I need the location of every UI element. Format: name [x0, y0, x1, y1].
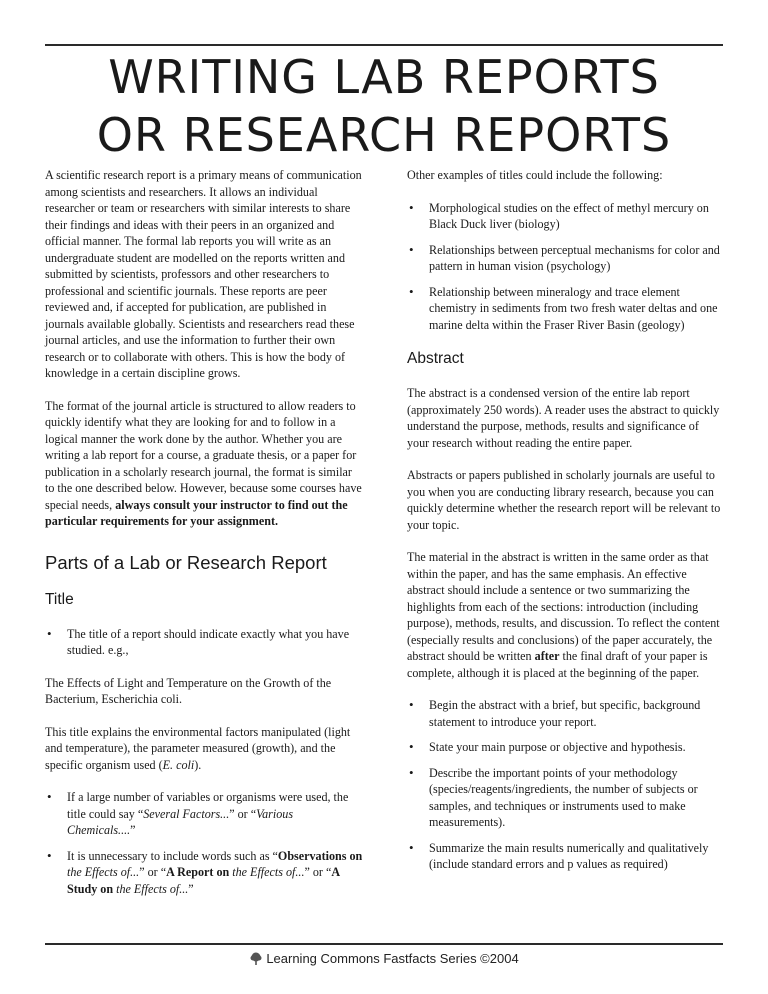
list-item: • Relationships between perceptual mechanisms for color and pattern in human vision (psychology) — [409, 241, 720, 273]
title-bullets-2 — [45, 789, 363, 897]
right-column — [407, 167, 723, 889]
abstract-heading: Abstract — [407, 350, 464, 367]
bullet-icon: • — [409, 697, 414, 712]
bottom-rule — [45, 943, 723, 945]
examples-list — [407, 200, 723, 334]
bullet-icon: • — [47, 625, 52, 641]
other-examples-intro: Other examples of titles could include the following: — [407, 168, 663, 182]
list-item: • Relationship between mineralogy and trace element chemistry in sediments from two fresh water deltas and one marine delta within the Fraser River Basin (geology) — [409, 283, 718, 332]
bullet-icon: • — [409, 764, 414, 780]
list-item: • Morphological studies on the effect of methyl mercury on Black Duck liver (biology) — [409, 199, 709, 231]
list-item: • If a large number of variables or organisms were used, the title could say “Several Factors...” or “Various Chemicals....” — [47, 789, 349, 837]
bullet-icon: • — [47, 789, 52, 804]
footer — [0, 951, 768, 966]
list-item: • Describe the important points of your methodology (species/reagents/ingredients, the number of subjects or samples, and techniques or instruments used to make measurements). — [409, 764, 698, 829]
title-line-1: WRITING LAB REPORTS — [108, 50, 660, 104]
bullet-icon: • — [409, 241, 414, 257]
bullet-icon: • — [409, 839, 414, 855]
format-bold-text: always consult your instructor to find out the particular requirements for your assignment. — [45, 497, 348, 528]
bullet-icon: • — [409, 739, 414, 754]
list-item: • The title of a report should indicate exactly what you have studied. e.g., — [47, 625, 350, 657]
abstract-bullets — [407, 697, 723, 873]
title-heading: Title — [45, 590, 74, 608]
explain-paragraph: This title explains the environmental factors manipulated (light and temperature), the parameter measured (growth), and the specific organism used (E. coli). — [45, 724, 351, 772]
footer-text: Learning Commons Fastfacts Series ©2004 — [266, 951, 519, 966]
title-line-2: OR RESEARCH REPORTS — [96, 108, 672, 162]
parts-heading: Parts of a Lab or Research Report — [45, 551, 327, 573]
list-item: • State your main purpose or objective and hypothesis. — [409, 739, 686, 754]
top-rule — [45, 44, 723, 46]
title-bullets-1 — [45, 626, 363, 659]
bullet-icon: • — [409, 199, 414, 215]
abstract-paragraph-3: The material in the abstract is written in the same order as that within the paper, and has the same emphasis. An effective abstract should include a sentence or two summarizing the highlights from each of the sections: introduction (including purpose), methods, results, and discussion. To reflect the content (especially results and conclusions) of the paper accurately, the abstract should be written after the final draft of your paper is complete, although it is placed at the beginning of the paper. — [407, 550, 720, 680]
format-text: The format of the journal article is structured to allow readers to quickly identify what they are looking for and to follow in a logical manner the work done by the author. Whether you are writing a lab report for a course, a graduate thesis, or a paper for publication in a scholarly research journal, the format is similar to the one described below. However, because some courses have special needs, — [45, 398, 362, 512]
format-paragraph — [45, 398, 363, 530]
bullet-icon: • — [47, 847, 52, 863]
title-block — [45, 48, 723, 164]
example-title: The Effects of Light and Temperature on the Growth of the Bacterium, Escherichia coli. — [45, 675, 332, 706]
abstract-paragraph-2: Abstracts or papers published in scholarly journals are useful to you when you are conducting library research, because you can quickly determine whether the research report will be relevant to your topic. — [407, 468, 721, 532]
bullet-icon: • — [409, 283, 414, 299]
left-column — [45, 167, 363, 913]
intro-paragraph: A scientific research report is a primary means of communication among scientists and researchers. It allows an individual researcher or team or researchers with similar interests to share their findings and ideas with their peers in an organized and official manner. The formal lab reports you will write as an undergraduate student are modelled on the reports written and submitted by scientists, professors and other researchers to professional and scientific journals. These reports are peer reviewed and, if accepted for publication, are published in journals available globally. Scientists and researchers read these journal articles, and use the information to further their own research or to collaborate with others. This is how the body of knowledge in a certain discipline grows. — [45, 168, 362, 380]
tree-icon — [249, 952, 263, 966]
list-item: • Begin the abstract with a brief, but specific, background statement to introduce your report. — [409, 697, 701, 729]
list-item: • Summarize the main results numerically and qualitatively (include standard errors and p values as required) — [409, 839, 709, 871]
list-item: • It is unnecessary to include words such as “Observations on the Effects of...” or “A Report on the Effects of...” or “A Study on the Effects of...” — [47, 847, 363, 896]
abstract-paragraph-1: The abstract is a condensed version of the entire lab report (approximately 250 words). A reader uses the abstract to quickly understand the purpose, methods, results and significance of your research without reading the entire paper. — [407, 386, 720, 450]
